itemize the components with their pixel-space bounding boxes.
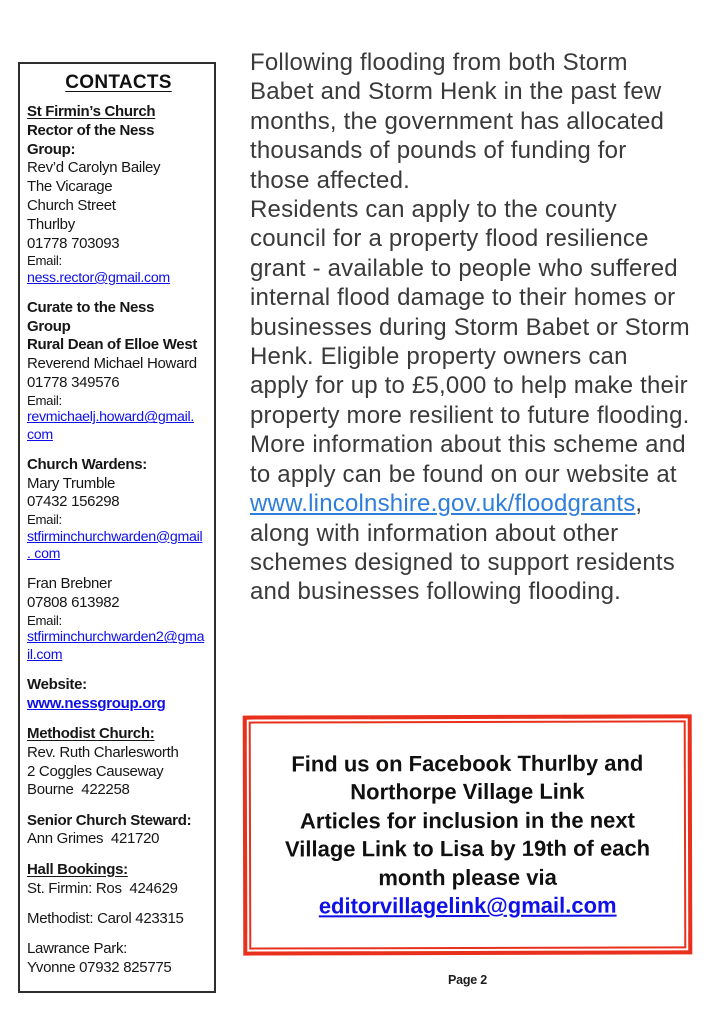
- contact-link[interactable]: com: [27, 426, 53, 443]
- contact-link[interactable]: revmichaelj.howard@gmail.: [27, 409, 194, 426]
- articles-deadline-text: Articles for inclusion in the next Village Link to Lisa by 19th of each month please via: [284, 807, 651, 890]
- spacer: [27, 664, 210, 676]
- contact-line: Website:: [27, 675, 87, 693]
- contact-line: Email:: [27, 612, 62, 628]
- contact-line: Mary Trumble: [27, 474, 116, 492]
- contact-line: 01778 703093: [27, 234, 120, 252]
- spacer: [27, 713, 210, 725]
- contact-line: Methodist Church:: [27, 724, 155, 742]
- contact-line: Bourne 422258: [27, 781, 130, 799]
- contacts-list: [27, 103, 210, 978]
- contact-line: Email:: [27, 253, 62, 269]
- contact-link[interactable]: ness.rector@gmail.com: [27, 269, 170, 286]
- contact-link[interactable]: stfirminchurchwarden@gmail: [27, 528, 203, 545]
- spacer: [27, 849, 210, 861]
- article-paragraph-more-info: [250, 430, 690, 606]
- contact-line: Church Wardens:: [27, 455, 147, 473]
- spacer: [27, 287, 210, 299]
- contact-line: St. Firmin: Ros 424629: [27, 879, 178, 897]
- contact-line: Lawrance Park:: [27, 940, 128, 958]
- editor-email-link[interactable]: editorvillagelink@gmail.com: [318, 892, 617, 919]
- contact-line: Email:: [27, 512, 62, 528]
- contacts-panel: [18, 62, 216, 993]
- contact-line: Rev’d Carolyn Bailey: [27, 159, 161, 177]
- contact-line: Church Street: [27, 196, 116, 214]
- contact-line: 07808 613982: [27, 594, 120, 612]
- contact-link[interactable]: stfirminchurchwarden2@gma: [27, 629, 205, 646]
- article-text-before-link: More information about this scheme and to apply can be found on our website at: [250, 431, 686, 488]
- page-number: Page 2: [447, 973, 488, 987]
- contact-line: Curate to the Ness: [27, 298, 155, 316]
- spacer: [27, 444, 210, 456]
- article-paragraph-flood-funding: Following flooding from both Storm Babet and Storm Henk in the past few months, the government has allocated thousands of pounds of funding for those affected.: [250, 49, 665, 194]
- contact-line: Thurlby: [27, 215, 75, 233]
- contact-line: Senior Church Steward:: [27, 811, 192, 829]
- contact-line: Fran Brebner: [27, 575, 112, 593]
- contact-line: 01778 349576: [27, 374, 120, 392]
- contact-line: Yvonne 07932 825775: [27, 958, 172, 976]
- facebook-notice-line1: [263, 749, 672, 807]
- article-paragraph-grant-details: Residents can apply to the county council for a property flood resilience grant - available to people who suffered internal flood damage to their homes or businesses during Storm Babet or Storm Henk. Eligible property owners can apply for up to £5,000 to help make their property more resilient to future flooding.: [250, 196, 690, 429]
- spacer: [27, 898, 210, 910]
- contact-line: 07432 156298: [27, 493, 120, 511]
- contact-line: Rural Dean of Elloe West: [27, 336, 198, 354]
- contact-line: Group: [27, 317, 71, 335]
- facebook-notice-text: [263, 749, 672, 921]
- floodgrants-link[interactable]: www.lincolnshire.gov.uk/floodgrants: [250, 490, 636, 518]
- contact-line: The Vicarage: [27, 178, 113, 196]
- contact-link[interactable]: www.nessgroup.org: [27, 694, 166, 712]
- facebook-notice-box: [243, 714, 693, 955]
- spacer: [27, 929, 210, 941]
- article: [250, 48, 690, 607]
- contact-line: Rev. Ruth Charlesworth: [27, 743, 179, 761]
- contact-line: Hall Bookings:: [27, 860, 128, 878]
- facebook-page-name: Thurlby and Northorpe Village Link: [350, 750, 644, 805]
- article-text-after-link: , along with information about other schemes designed to support residents and businesses following flooding.: [250, 490, 675, 606]
- facebook-notice-intro: Find us on Facebook: [291, 750, 518, 776]
- contact-line: St Firmin’s Church: [27, 103, 156, 120]
- contact-link[interactable]: . com: [27, 546, 61, 563]
- contact-line: Rector of the Ness: [27, 121, 155, 139]
- contact-line: Methodist: Carol 423315: [27, 909, 184, 927]
- spacer: [27, 800, 210, 812]
- contact-line: Group:: [27, 140, 76, 158]
- contact-line: Ann Grimes 421720: [27, 830, 160, 848]
- spacer: [27, 564, 210, 576]
- contact-link[interactable]: il.com: [27, 646, 63, 663]
- contact-line: 2 Coggles Causeway: [27, 762, 164, 780]
- contact-line: Email:: [27, 392, 62, 408]
- contacts-title: CONTACTS: [65, 72, 172, 93]
- contact-line: Reverend Michael Howard: [27, 355, 197, 373]
